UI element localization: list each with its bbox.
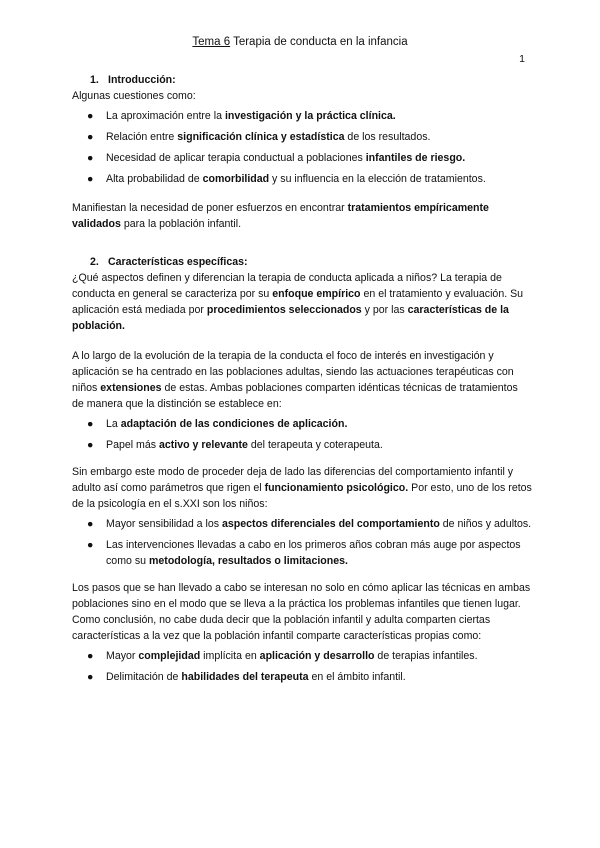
section-2-list-1 xyxy=(72,416,532,453)
section-2-paragraph-2: A lo largo de la evolución de la terapia de la conducta el foco de interés en investigación y aplicación se ha centrado en las poblaciones adultas, siendo las actuaciones terapéuticas con niños extensiones de estas. Ambas poblaciones comparten idénticas técnicas de tratamientos de manera que la distinción se establece en: xyxy=(72,350,518,410)
bullet-icon: ● xyxy=(87,518,94,530)
bullet-icon: ● xyxy=(87,152,94,164)
list-item: ● La adaptación de las condiciones de aplicación. xyxy=(87,418,348,430)
bullet-icon: ● xyxy=(87,439,94,451)
section-1-closing: Manifiestan la necesidad de poner esfuerzos en encontrar tratamientos empíricamente validados para la población infantil. xyxy=(72,202,489,230)
list-item: ● Mayor sensibilidad a los aspectos diferenciales del comportamiento de niños y adultos. xyxy=(87,518,532,530)
section-2-paragraph-1: ¿Qué aspectos definen y diferencian la terapia de conducta aplicada a niños? La terapia de conducta en general se caracteriza por su enfoque empírico en el tratamiento y evaluación. Su aplicación está mediada por procedimientos seleccionados y por las características de la población. xyxy=(72,272,524,332)
list-item: ● Delimitación de habilidades del terapeuta en el ámbito infantil. xyxy=(87,671,406,683)
list-item: ● Las intervenciones llevadas a cabo en los primeros años cobran más auge por aspectos como su metodología, resultados o limitaciones. xyxy=(87,539,521,567)
list-item: ● Mayor complejidad implícita en aplicación y desarrollo de terapias infantiles. xyxy=(87,650,478,662)
section-2-list-2 xyxy=(72,516,532,569)
bullet-icon: ● xyxy=(87,539,94,551)
list-item: ● La aproximación entre la investigación y la práctica clínica. xyxy=(87,110,396,122)
bullet-icon: ● xyxy=(87,650,94,662)
section-2-list-3 xyxy=(72,648,532,685)
title-prefix: Tema 6 xyxy=(192,36,231,48)
section-1-list xyxy=(72,108,532,187)
section-2-paragraph-4: Los pasos que se han llevado a cabo se interesan no solo en cómo aplicar las técnicas en ambas poblaciones sino en el modo que se lleva a la práctica los problemas infantiles que tienen lugar. Como conclusión, no cabe duda decir que la población infantil y adulta comparten ciertas características a la vez que la población infantil comparte características propias como: xyxy=(72,582,531,642)
bullet-icon: ● xyxy=(87,173,94,185)
list-item: ● Alta probabilidad de comorbilidad y su influencia en la elección de tratamientos. xyxy=(87,173,486,185)
bullet-icon: ● xyxy=(87,418,94,430)
list-item: ● Necesidad de aplicar terapia conductual a poblaciones infantiles de riesgo. xyxy=(87,152,466,164)
bullet-icon: ● xyxy=(87,131,94,143)
document-body xyxy=(72,72,532,690)
list-item: ● Papel más activo y relevante del terapeuta y coterapeuta. xyxy=(87,439,383,451)
page-number: 1 xyxy=(519,53,525,65)
section-1-heading: 1. Introducción: xyxy=(90,74,176,86)
section-1-intro: Algunas cuestiones como: xyxy=(72,90,196,102)
bullet-icon: ● xyxy=(87,671,94,683)
list-item: ● Relación entre significación clínica y estadística de los resultados. xyxy=(87,131,431,143)
section-2-paragraph-3: Sin embargo este modo de proceder deja de lado las diferencias del comportamiento infantil y adulto así como parámetros que rigen el funcionamiento psicológico. Por esto, uno de los retos de la psicología en el s.XXI son los niños: xyxy=(72,466,532,510)
section-2-heading: 2. Características específicas: xyxy=(90,256,248,268)
title-rest: Terapia de conducta en la infancia xyxy=(230,36,408,48)
bullet-icon: ● xyxy=(87,110,94,122)
document-title xyxy=(0,36,600,48)
